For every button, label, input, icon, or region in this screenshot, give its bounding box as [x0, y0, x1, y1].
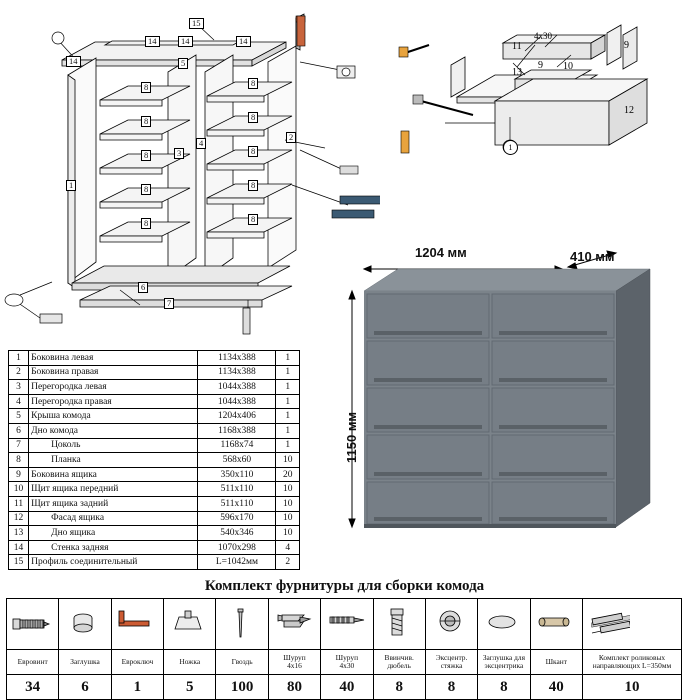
callout-6: 6	[138, 282, 148, 293]
hardware-item-count: 8	[478, 675, 530, 700]
hardware-table	[6, 598, 682, 700]
drawer-callout-11: 11	[512, 41, 522, 52]
hardware-item-name: Заглушка для эксцентрика	[478, 650, 530, 675]
dim-height-label: 1150 мм	[344, 411, 359, 463]
callout-14-c: 14	[236, 36, 251, 47]
part-number: 8	[9, 453, 29, 468]
product-render	[330, 245, 682, 555]
hardware-item-name: Эксцентр. стяжка	[425, 650, 477, 675]
part-quantity: 10	[276, 496, 300, 511]
callout-15: 15	[189, 18, 204, 29]
part-dimensions: 1070x298	[198, 540, 276, 555]
dimension-arrows	[330, 245, 682, 555]
hardware-item-name: Гвоздь	[216, 650, 268, 675]
parts-table-row	[9, 526, 300, 541]
parts-table-row	[9, 496, 300, 511]
part-dimensions: 1168x388	[198, 423, 276, 438]
slide-set-icon	[583, 599, 682, 650]
parts-table-row	[9, 540, 300, 555]
hardware-item-count: 6	[59, 675, 111, 700]
part-quantity: 1	[276, 380, 300, 395]
part-dimensions: 1168x74	[198, 438, 276, 453]
part-number: 2	[9, 365, 29, 380]
hardware-item-name: Ножка	[164, 650, 216, 675]
parts-table-row	[9, 394, 300, 409]
drawer-callout-9-b: 9	[624, 40, 629, 51]
part-number: 13	[9, 526, 29, 541]
hardware-item-name: Ввинчив. дюбель	[373, 650, 425, 675]
part-quantity: 10	[276, 526, 300, 541]
part-quantity: 10	[276, 482, 300, 497]
hardware-item-count: 8	[373, 675, 425, 700]
screw-4x16-icon	[268, 599, 320, 650]
part-quantity: 1	[276, 409, 300, 424]
part-quantity: 10	[276, 453, 300, 468]
part-name: Боковина левая	[29, 351, 198, 366]
drawer-callout-1: 1	[503, 140, 518, 155]
drawer-callout-9-a: 9	[538, 60, 543, 71]
part-quantity: 2	[276, 555, 300, 570]
part-name: Дно ящика	[29, 526, 198, 541]
part-name: Боковина правая	[29, 365, 198, 380]
callout-8-h: 8	[248, 146, 258, 157]
part-dimensions: 1044x388	[198, 394, 276, 409]
part-number: 12	[9, 511, 29, 526]
hardware-item-count: 5	[164, 675, 216, 700]
part-dimensions: 511x110	[198, 482, 276, 497]
part-name: Боковина ящика	[29, 467, 198, 482]
part-dimensions: 540x346	[198, 526, 276, 541]
part-number: 10	[9, 482, 29, 497]
part-number: 7	[9, 438, 29, 453]
hardware-item-name: Евровинт	[7, 650, 59, 675]
callout-8-c: 8	[141, 150, 151, 161]
part-quantity: 1	[276, 423, 300, 438]
parts-table-row	[9, 423, 300, 438]
callout-8-a: 8	[141, 82, 151, 93]
part-quantity: 1	[276, 438, 300, 453]
part-name: Стенка задняя	[29, 540, 198, 555]
part-number: 15	[9, 555, 29, 570]
part-quantity: 20	[276, 467, 300, 482]
drawer-callout-10: 10	[563, 61, 573, 72]
hardware-item-count: 100	[216, 675, 268, 700]
part-quantity: 1	[276, 394, 300, 409]
drawer-callout-13: 13	[512, 67, 522, 78]
hardware-item-name: Шуруп 4х16	[268, 650, 320, 675]
foot-icon	[164, 599, 216, 650]
hardware-item-name: Шкант	[530, 650, 582, 675]
part-number: 5	[9, 409, 29, 424]
part-dimensions: 596x170	[198, 511, 276, 526]
callout-3: 3	[174, 148, 184, 159]
parts-table-row	[9, 365, 300, 380]
callout-8-f: 8	[248, 78, 258, 89]
part-dimensions: 1044x388	[198, 380, 276, 395]
eccentric-tie-icon	[425, 599, 477, 650]
dim-width-label: 1204 мм	[415, 245, 467, 260]
parts-table-row	[9, 438, 300, 453]
euro-screw-icon	[7, 599, 59, 650]
parts-table-row	[9, 555, 300, 570]
part-name: Цоколь	[29, 438, 198, 453]
part-number: 1	[9, 351, 29, 366]
part-dimensions: 568x60	[198, 453, 276, 468]
part-name: Профиль соединительный	[29, 555, 198, 570]
parts-table-row	[9, 453, 300, 468]
part-name: Фасад ящика	[29, 511, 198, 526]
part-quantity: 4	[276, 540, 300, 555]
part-dimensions: 1134x388	[198, 351, 276, 366]
callout-14-a: 14	[145, 36, 160, 47]
callout-8-i: 8	[248, 180, 258, 191]
screw-in-dowel-icon	[373, 599, 425, 650]
callout-7: 7	[164, 298, 174, 309]
part-dimensions: 1204x406	[198, 409, 276, 424]
part-quantity: 1	[276, 365, 300, 380]
part-name: Щит ящика задний	[29, 496, 198, 511]
euro-key-icon	[111, 599, 163, 650]
part-name: Перегородка правая	[29, 394, 198, 409]
parts-table-row	[9, 482, 300, 497]
part-number: 11	[9, 496, 29, 511]
part-quantity: 1	[276, 351, 300, 366]
hardware-item-name: Шуруп 4х30	[321, 650, 373, 675]
part-number: 4	[9, 394, 29, 409]
part-number: 6	[9, 423, 29, 438]
callout-8-b: 8	[141, 116, 151, 127]
hardware-section-title: Комплект фурнитуры для сборки комода	[204, 578, 485, 594]
callout-8-e: 8	[141, 218, 151, 229]
callout-2: 2	[286, 132, 296, 143]
part-number: 3	[9, 380, 29, 395]
callout-14-b: 14	[178, 36, 193, 47]
dim-depth-label: 410 мм	[570, 249, 615, 264]
hardware-item-name: Евроключ	[111, 650, 163, 675]
part-name: Перегородка левая	[29, 380, 198, 395]
parts-table-row	[9, 511, 300, 526]
part-name: Планка	[29, 453, 198, 468]
nail-icon	[216, 599, 268, 650]
callout-8-g: 8	[248, 112, 258, 123]
callout-8-d: 8	[141, 184, 151, 195]
part-dimensions: 350x110	[198, 467, 276, 482]
parts-table-row	[9, 380, 300, 395]
exploded-view-cabinet	[0, 0, 380, 345]
screw-4x30-icon	[321, 599, 373, 650]
drawer-callout-screw-size: 4x30	[534, 31, 552, 41]
callout-1: 1	[66, 180, 76, 191]
exploded-view-drawer	[385, 5, 685, 165]
part-name: Дно комода	[29, 423, 198, 438]
drawer-callout-12: 12	[624, 105, 634, 116]
hardware-item-count: 80	[268, 675, 320, 700]
callout-4: 4	[196, 138, 206, 149]
part-quantity: 10	[276, 511, 300, 526]
part-number: 9	[9, 467, 29, 482]
hardware-item-count: 10	[583, 675, 682, 700]
hardware-item-name: Заглушка	[59, 650, 111, 675]
parts-table-row	[9, 467, 300, 482]
hardware-item-count: 8	[425, 675, 477, 700]
hardware-item-name: Комплект роликовых направляющих L=350мм	[583, 650, 682, 675]
hardware-item-count: 40	[321, 675, 373, 700]
cap-icon	[59, 599, 111, 650]
hardware-item-count: 1	[111, 675, 163, 700]
parts-table-row	[9, 351, 300, 366]
callout-5: 5	[178, 58, 188, 69]
part-number: 14	[9, 540, 29, 555]
part-dimensions: 1134x388	[198, 365, 276, 380]
part-dimensions: 511x110	[198, 496, 276, 511]
callout-8-j: 8	[248, 214, 258, 225]
hardware-item-count: 40	[530, 675, 582, 700]
callout-14-d: 14	[66, 56, 81, 67]
parts-table	[8, 350, 300, 570]
dowel-icon	[530, 599, 582, 650]
eccentric-cap-icon	[478, 599, 530, 650]
part-name: Щит ящика передний	[29, 482, 198, 497]
hardware-item-count: 34	[7, 675, 59, 700]
part-dimensions: L=1042мм	[198, 555, 276, 570]
parts-table-row	[9, 409, 300, 424]
part-name: Крыша комода	[29, 409, 198, 424]
